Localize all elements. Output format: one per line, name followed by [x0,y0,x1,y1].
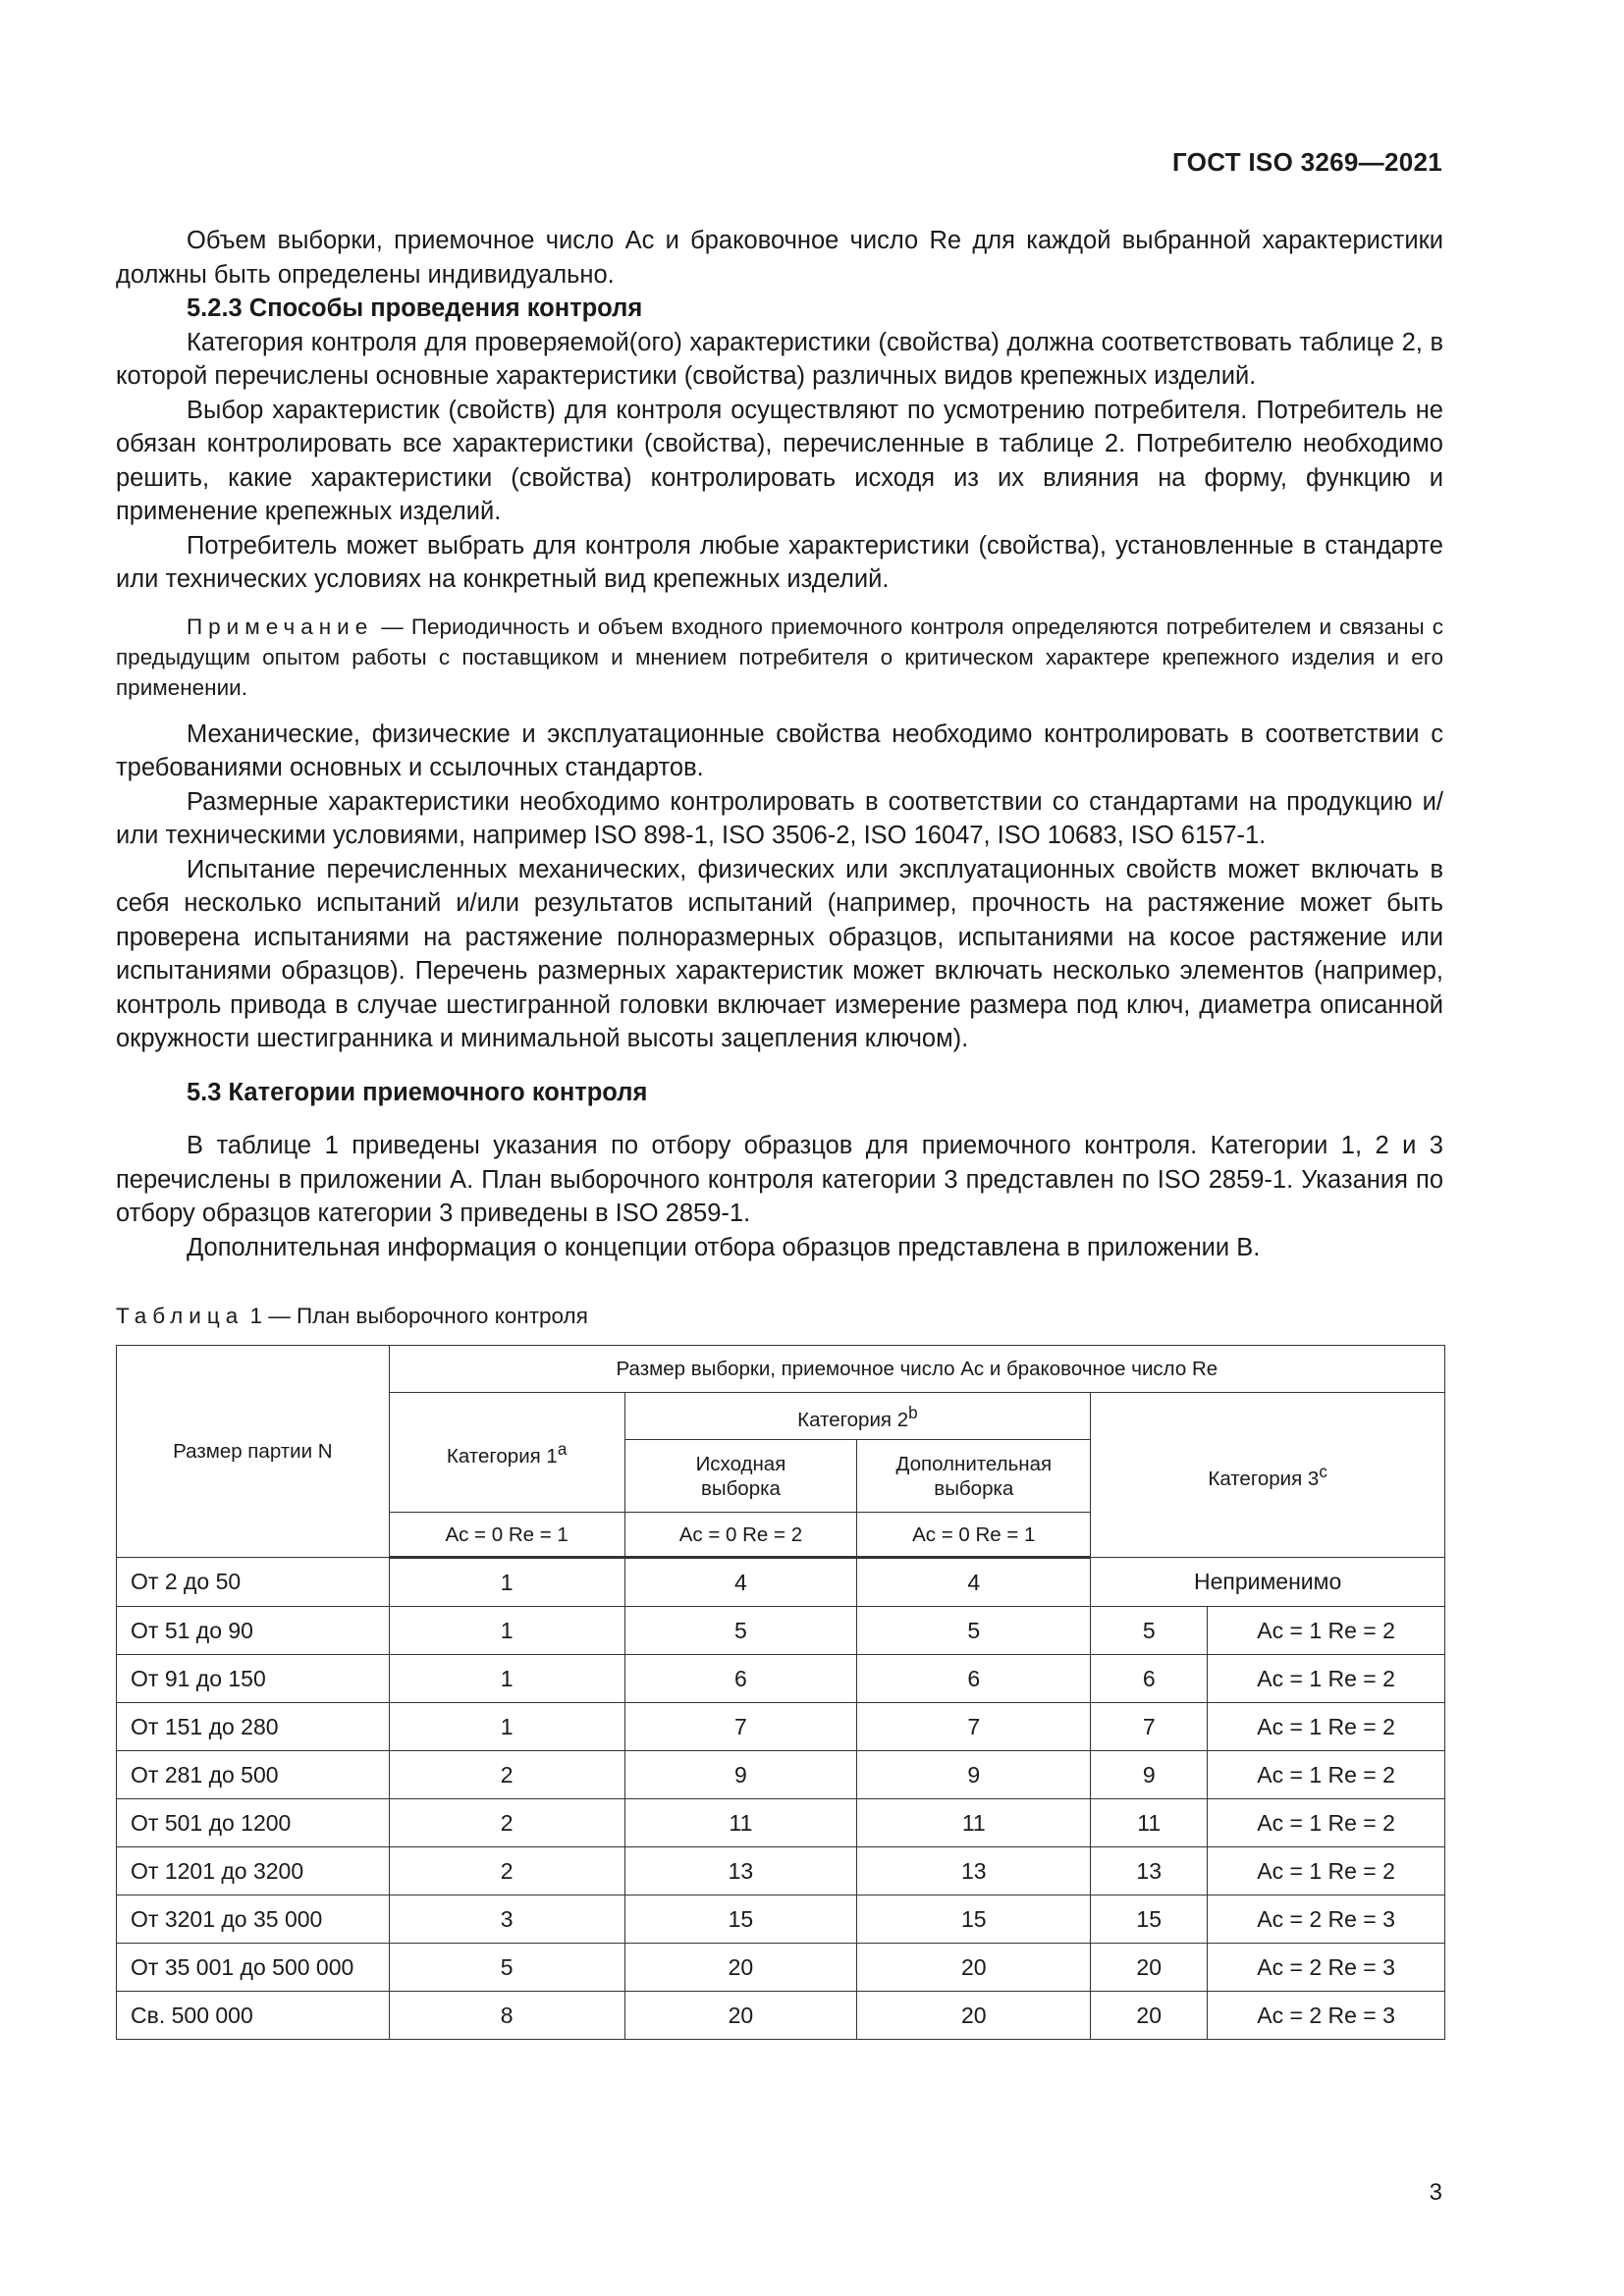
initial-sample-cell: 20 [624,1992,857,2040]
category-3-ac-re-cell: Ac = 2 Re = 3 [1208,1944,1445,1992]
header-group: Размер выборки, приемочное число Ас и браковочное число Re [389,1346,1444,1393]
note [116,612,1443,703]
category-3-cell: Неприменимо [1091,1558,1445,1607]
additional-sample-cell: 20 [857,1944,1091,1992]
initial-sample-cell: 13 [624,1847,857,1896]
category-3-cell: 13 [1091,1847,1208,1896]
body-text [116,224,1443,1264]
sampling-plan-table [116,1345,1445,2040]
initial-sample-cell: 9 [624,1751,857,1799]
category-1-cell: 2 [389,1751,624,1799]
lot-size-cell: От 281 до 500 [117,1751,390,1799]
section-heading-5-2-3: 5.2.3 Способы проведения контроля [187,294,643,322]
additional-sample-cell: 13 [857,1847,1091,1896]
initial-sample-cell: 20 [624,1944,857,1992]
table-row [117,1944,1445,1992]
table-row [117,1558,1445,1607]
lot-size-cell: От 501 до 1200 [117,1799,390,1847]
additional-sample-cell: 6 [857,1655,1091,1703]
lot-size-cell: От 1201 до 3200 [117,1847,390,1896]
paragraph: Испытание перечисленных механических, физических или эксплуатационных свойств может включать в себя несколько испытаний и/или результатов испытаний (например, прочность на растяжение может быть проверена испытаниями на растяжение полноразмерных образцов, испытаниями на косое растяжение или испытаниями образцов). Перечень размерных характеристик может включать несколько элементов (например, контроль привода в случае шестигранной головки включает измерение размера под ключ, диаметра описанной окружности шестигранника и минимальной высоты зацепления ключом). [116,855,1443,1052]
header-ac-re-cat1: Ac = 0 Re = 1 [389,1513,624,1558]
header-category-2: Категория 2$^b$ [624,1393,1091,1440]
paragraph: Дополнительная информация о концепции отбора образцов представлена в приложении В. [187,1233,1261,1261]
additional-sample-cell: 20 [857,1992,1091,2040]
category-1-cell: 8 [389,1992,624,2040]
lot-size-cell: От 3201 до 35 000 [117,1896,390,1944]
lot-size-cell: От 35 001 до 500 000 [117,1944,390,1992]
paragraph: Потребитель может выбрать для контроля любые характеристики (свойства), установленные в стандарте или технических условиях на конкретный вид крепежных изделий. [116,531,1443,593]
paragraph: Объем выборки, приемочное число Ас и браковочное число Re для каждой выбранной характеристики должны быть определены индивидуально. [116,227,1443,289]
category-3-cell: 20 [1091,1944,1208,1992]
category-3-ac-re-cell: Ac = 1 Re = 2 [1208,1799,1445,1847]
table-row [117,1896,1445,1944]
category-3-cell: 6 [1091,1655,1208,1703]
section-heading-5-3: 5.3 Категории приемочного контроля [187,1078,648,1106]
category-3-ac-re-cell: Ac = 1 Re = 2 [1208,1703,1445,1751]
paragraph: Категория контроля для проверяемой(ого) характеристики (свойства) должна соответствовать таблице 2, в которой перечислены основные характеристики (свойства) различных видов крепежных изделий. [116,328,1443,390]
table-row [117,1751,1445,1799]
lot-size-cell: От 51 до 90 [117,1607,390,1655]
category-3-cell: 9 [1091,1751,1208,1799]
header-category-1: Категория 1$^a$ [389,1393,624,1513]
initial-sample-cell: 6 [624,1655,857,1703]
paragraph: Механические, физические и эксплуатационные свойства необходимо контролировать в соответствии с требованиями основных и ссылочных стандартов. [116,720,1443,781]
table-caption [116,1304,588,1329]
table-row [117,1992,1445,2040]
category-3-cell: 20 [1091,1992,1208,2040]
additional-sample-cell: 5 [857,1607,1091,1655]
paragraph: В таблице 1 приведены указания по отбору образцов для приемочного контроля. Категории 1, 2 и 3 перечислены в приложении А. План выборочного контроля категории 3 представлен по ISO 2859-1. Указания по отбору образцов категории 3 приведены в ISO 2859-1. [116,1132,1443,1227]
category-3-ac-re-cell: Ac = 1 Re = 2 [1208,1847,1445,1896]
category-1-cell: 1 [389,1703,624,1751]
table-caption-label: Таблица [116,1304,244,1328]
additional-sample-cell: 11 [857,1799,1091,1847]
additional-sample-cell: 15 [857,1896,1091,1944]
initial-sample-cell: 5 [624,1607,857,1655]
table-row [117,1847,1445,1896]
category-3-cell: 15 [1091,1896,1208,1944]
category-3-cell: 11 [1091,1799,1208,1847]
initial-sample-cell: 4 [624,1558,857,1607]
lot-size-cell: Св. 500 000 [117,1992,390,2040]
lot-size-cell: От 151 до 280 [117,1703,390,1751]
header-lot-size: Размер партии N [117,1346,390,1558]
additional-sample-cell: 9 [857,1751,1091,1799]
initial-sample-cell: 7 [624,1703,857,1751]
category-1-cell: 3 [389,1896,624,1944]
category-1-cell: 5 [389,1944,624,1992]
header-additional-sample: Дополнительная выборка [857,1440,1091,1513]
category-3-ac-re-cell: Ac = 2 Re = 3 [1208,1896,1445,1944]
note-label: Примечание [187,614,374,639]
header-category-3: Категория 3$^c$ [1091,1393,1445,1558]
category-1-cell: 2 [389,1799,624,1847]
category-3-cell: 5 [1091,1607,1208,1655]
initial-sample-cell: 15 [624,1896,857,1944]
page-number: 3 [1429,2179,1442,2206]
category-3-ac-re-cell: Ac = 1 Re = 2 [1208,1751,1445,1799]
category-1-cell: 1 [389,1655,624,1703]
category-3-cell: 7 [1091,1703,1208,1751]
paragraph: Выбор характеристик (свойств) для контроля осуществляют по усмотрению потребителя. Потребитель не обязан контролировать все характеристики (свойства), перечисленные в таблице 2. Потребителю необходимо решить, какие характеристики (свойства) контролировать исходя из их влияния на форму, функцию и применение крепежных изделий. [116,396,1443,525]
additional-sample-cell: 4 [857,1558,1091,1607]
category-1-cell: 1 [389,1607,624,1655]
table-caption-text: 1 — План выборочного контроля [244,1304,588,1328]
table-row [117,1703,1445,1751]
table-row [117,1655,1445,1703]
lot-size-cell: От 91 до 150 [117,1655,390,1703]
standard-header: ГОСТ ISO 3269—2021 [1172,147,1442,177]
category-1-cell: 2 [389,1847,624,1896]
category-3-ac-re-cell: Ac = 2 Re = 3 [1208,1992,1445,2040]
table-row [117,1607,1445,1655]
category-1-cell: 1 [389,1558,624,1607]
category-3-ac-re-cell: Ac = 1 Re = 2 [1208,1655,1445,1703]
additional-sample-cell: 7 [857,1703,1091,1751]
paragraph: Размерные характеристики необходимо контролировать в соответствии со стандартами на продукцию и/или техническими условиями, например ISO 898-1, ISO 3506-2, ISO 16047, ISO 10683, ISO 6157-1. [116,787,1443,849]
initial-sample-cell: 11 [624,1799,857,1847]
note-text: — Периодичность и объем входного приемочного контроля определяются потребителем и связаны с предыдущим опытом работы с поставщиком и мнением потребителя о критическом характере крепежного изделия и его применении. [116,614,1443,700]
table-row [117,1799,1445,1847]
header-ac-re-additional: Ac = 0 Re = 1 [857,1513,1091,1558]
lot-size-cell: От 2 до 50 [117,1558,390,1607]
header-initial-sample: Исходная выборка [624,1440,857,1513]
header-ac-re-initial: Ac = 0 Re = 2 [624,1513,857,1558]
category-3-ac-re-cell: Ac = 1 Re = 2 [1208,1607,1445,1655]
